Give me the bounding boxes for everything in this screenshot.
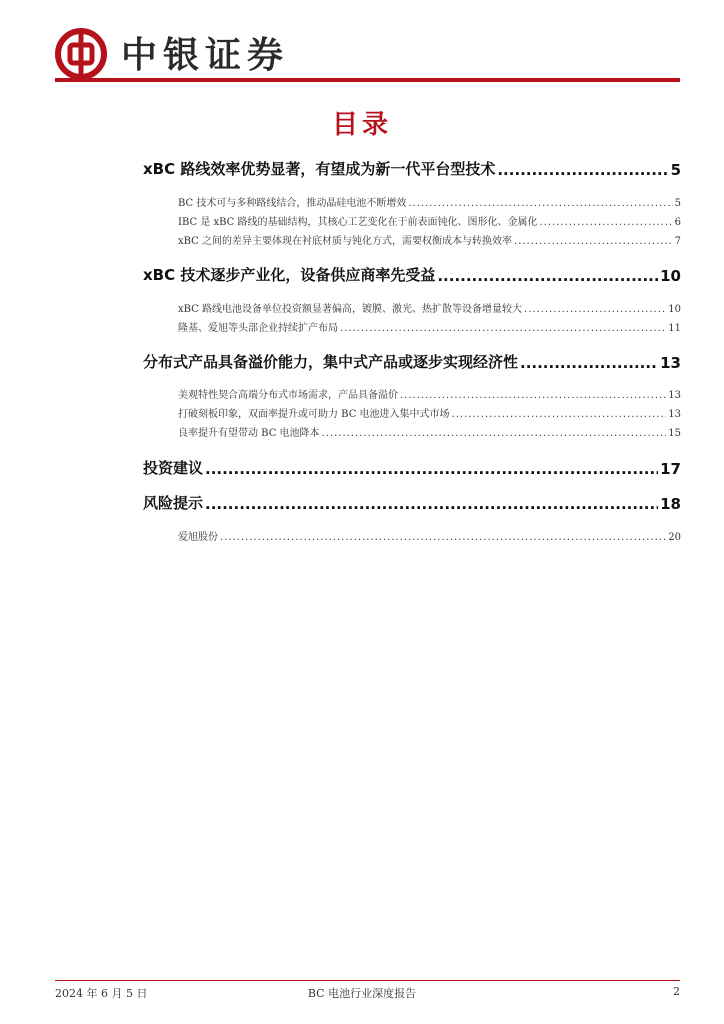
toc-page-number: 6 (674, 217, 681, 228)
toc-dot-leader (400, 390, 666, 401)
toc-entry-title: 美观特性契合高端分布式市场需求，产品具备溢价 (178, 390, 398, 401)
toc-entry-title: BC 技术可与多种路线结合，推动晶硅电池不断增效 (178, 198, 407, 209)
toc-dot-leader (524, 304, 666, 315)
toc-dot-leader (220, 532, 666, 543)
toc-dot-leader (340, 323, 666, 334)
toc-dot-leader (437, 267, 658, 285)
toc-entry-title: 良率提升有望带动 BC 电池降本 (178, 428, 320, 439)
toc-entry-title: 投资建议 (143, 459, 204, 477)
toc-section-link[interactable] (143, 158, 681, 179)
toc-section-link[interactable] (143, 492, 681, 513)
toc-dot-leader (452, 409, 667, 420)
bank-of-china-logo-icon (55, 28, 107, 80)
toc-subsection-link[interactable] (178, 386, 681, 401)
toc-section-link[interactable] (143, 351, 681, 372)
report-name: BC 电池行业深度报告 (307, 987, 417, 1000)
toc-subsection-link[interactable] (178, 213, 681, 228)
toc-title: 目录 (331, 110, 392, 140)
toc-dot-leader (520, 354, 658, 372)
toc-entry-title: 打破刻板印象，双面率提升或可助力 BC 电池进入集中式市场 (178, 409, 450, 420)
footer-divider (55, 980, 680, 981)
toc-subsection-link[interactable] (178, 528, 681, 543)
toc-page-number: 20 (668, 532, 681, 543)
report-date: 2024 年 6 月 5 日 (55, 987, 148, 1000)
toc-page-number: 7 (674, 236, 681, 247)
toc-dot-leader (497, 161, 668, 179)
toc-page-number: 10 (668, 304, 681, 315)
toc-dot-leader (322, 428, 667, 439)
toc-entry-title: xBC 路线效率优势显著，有望成为新一代平台型技术 (143, 160, 496, 178)
toc-subsection-link[interactable] (178, 424, 681, 439)
toc-entry-title: 隆基、爱旭等头部企业持续扩产布局 (178, 323, 338, 334)
toc-page-number: 11 (668, 323, 681, 334)
toc-dot-leader (408, 198, 672, 209)
toc-entry-title: xBC 路线电池设备单位投资额显著偏高，镀膜、激光、热扩散等设备增量较大 (178, 304, 523, 315)
toc-entry-title: IBC 是 xBC 路线的基础结构，其核心工艺变化在于前表面钝化、图形化、金属化 (178, 217, 538, 228)
toc-section-link[interactable] (143, 264, 681, 285)
toc-dot-leader (540, 217, 673, 228)
toc-entry-title: 风险提示 (143, 494, 204, 512)
page-header (55, 28, 680, 84)
toc-dot-leader (205, 495, 658, 513)
toc-entry-title: 爱旭股份 (178, 532, 218, 543)
toc-entry-title: 分布式产品具备溢价能力，集中式产品或逐步实现经济性 (143, 353, 519, 371)
toc-page-number: 17 (660, 460, 681, 478)
toc-page-number: 5 (670, 161, 681, 179)
header-divider (55, 78, 680, 82)
toc-page-number: 13 (668, 390, 681, 401)
toc-subsection-link[interactable] (178, 232, 681, 247)
toc-entry-title: xBC 之间的差异主要体现在衬底材质与钝化方式，需要权衡成本与转换效率 (178, 236, 513, 247)
toc-page-number: 5 (674, 198, 681, 209)
page-number: 2 (673, 985, 680, 998)
toc-subsection-link[interactable] (178, 300, 681, 315)
toc-subsection-link[interactable] (178, 405, 681, 420)
toc-page-number: 15 (668, 428, 681, 439)
toc-dot-leader (514, 236, 673, 247)
toc-entry-title: xBC 技术逐步产业化，设备供应商率先受益 (143, 266, 436, 284)
toc-page-number: 18 (660, 495, 681, 513)
toc-subsection-link[interactable] (178, 194, 681, 209)
toc-dot-leader (205, 460, 658, 478)
toc-page-number: 10 (660, 267, 681, 285)
toc-subsection-link[interactable] (178, 319, 681, 334)
toc-section-link[interactable] (143, 457, 681, 478)
toc-page-number: 13 (660, 354, 681, 372)
toc-page-number: 13 (668, 409, 681, 420)
brand-name: 中银证券 (121, 35, 290, 76)
